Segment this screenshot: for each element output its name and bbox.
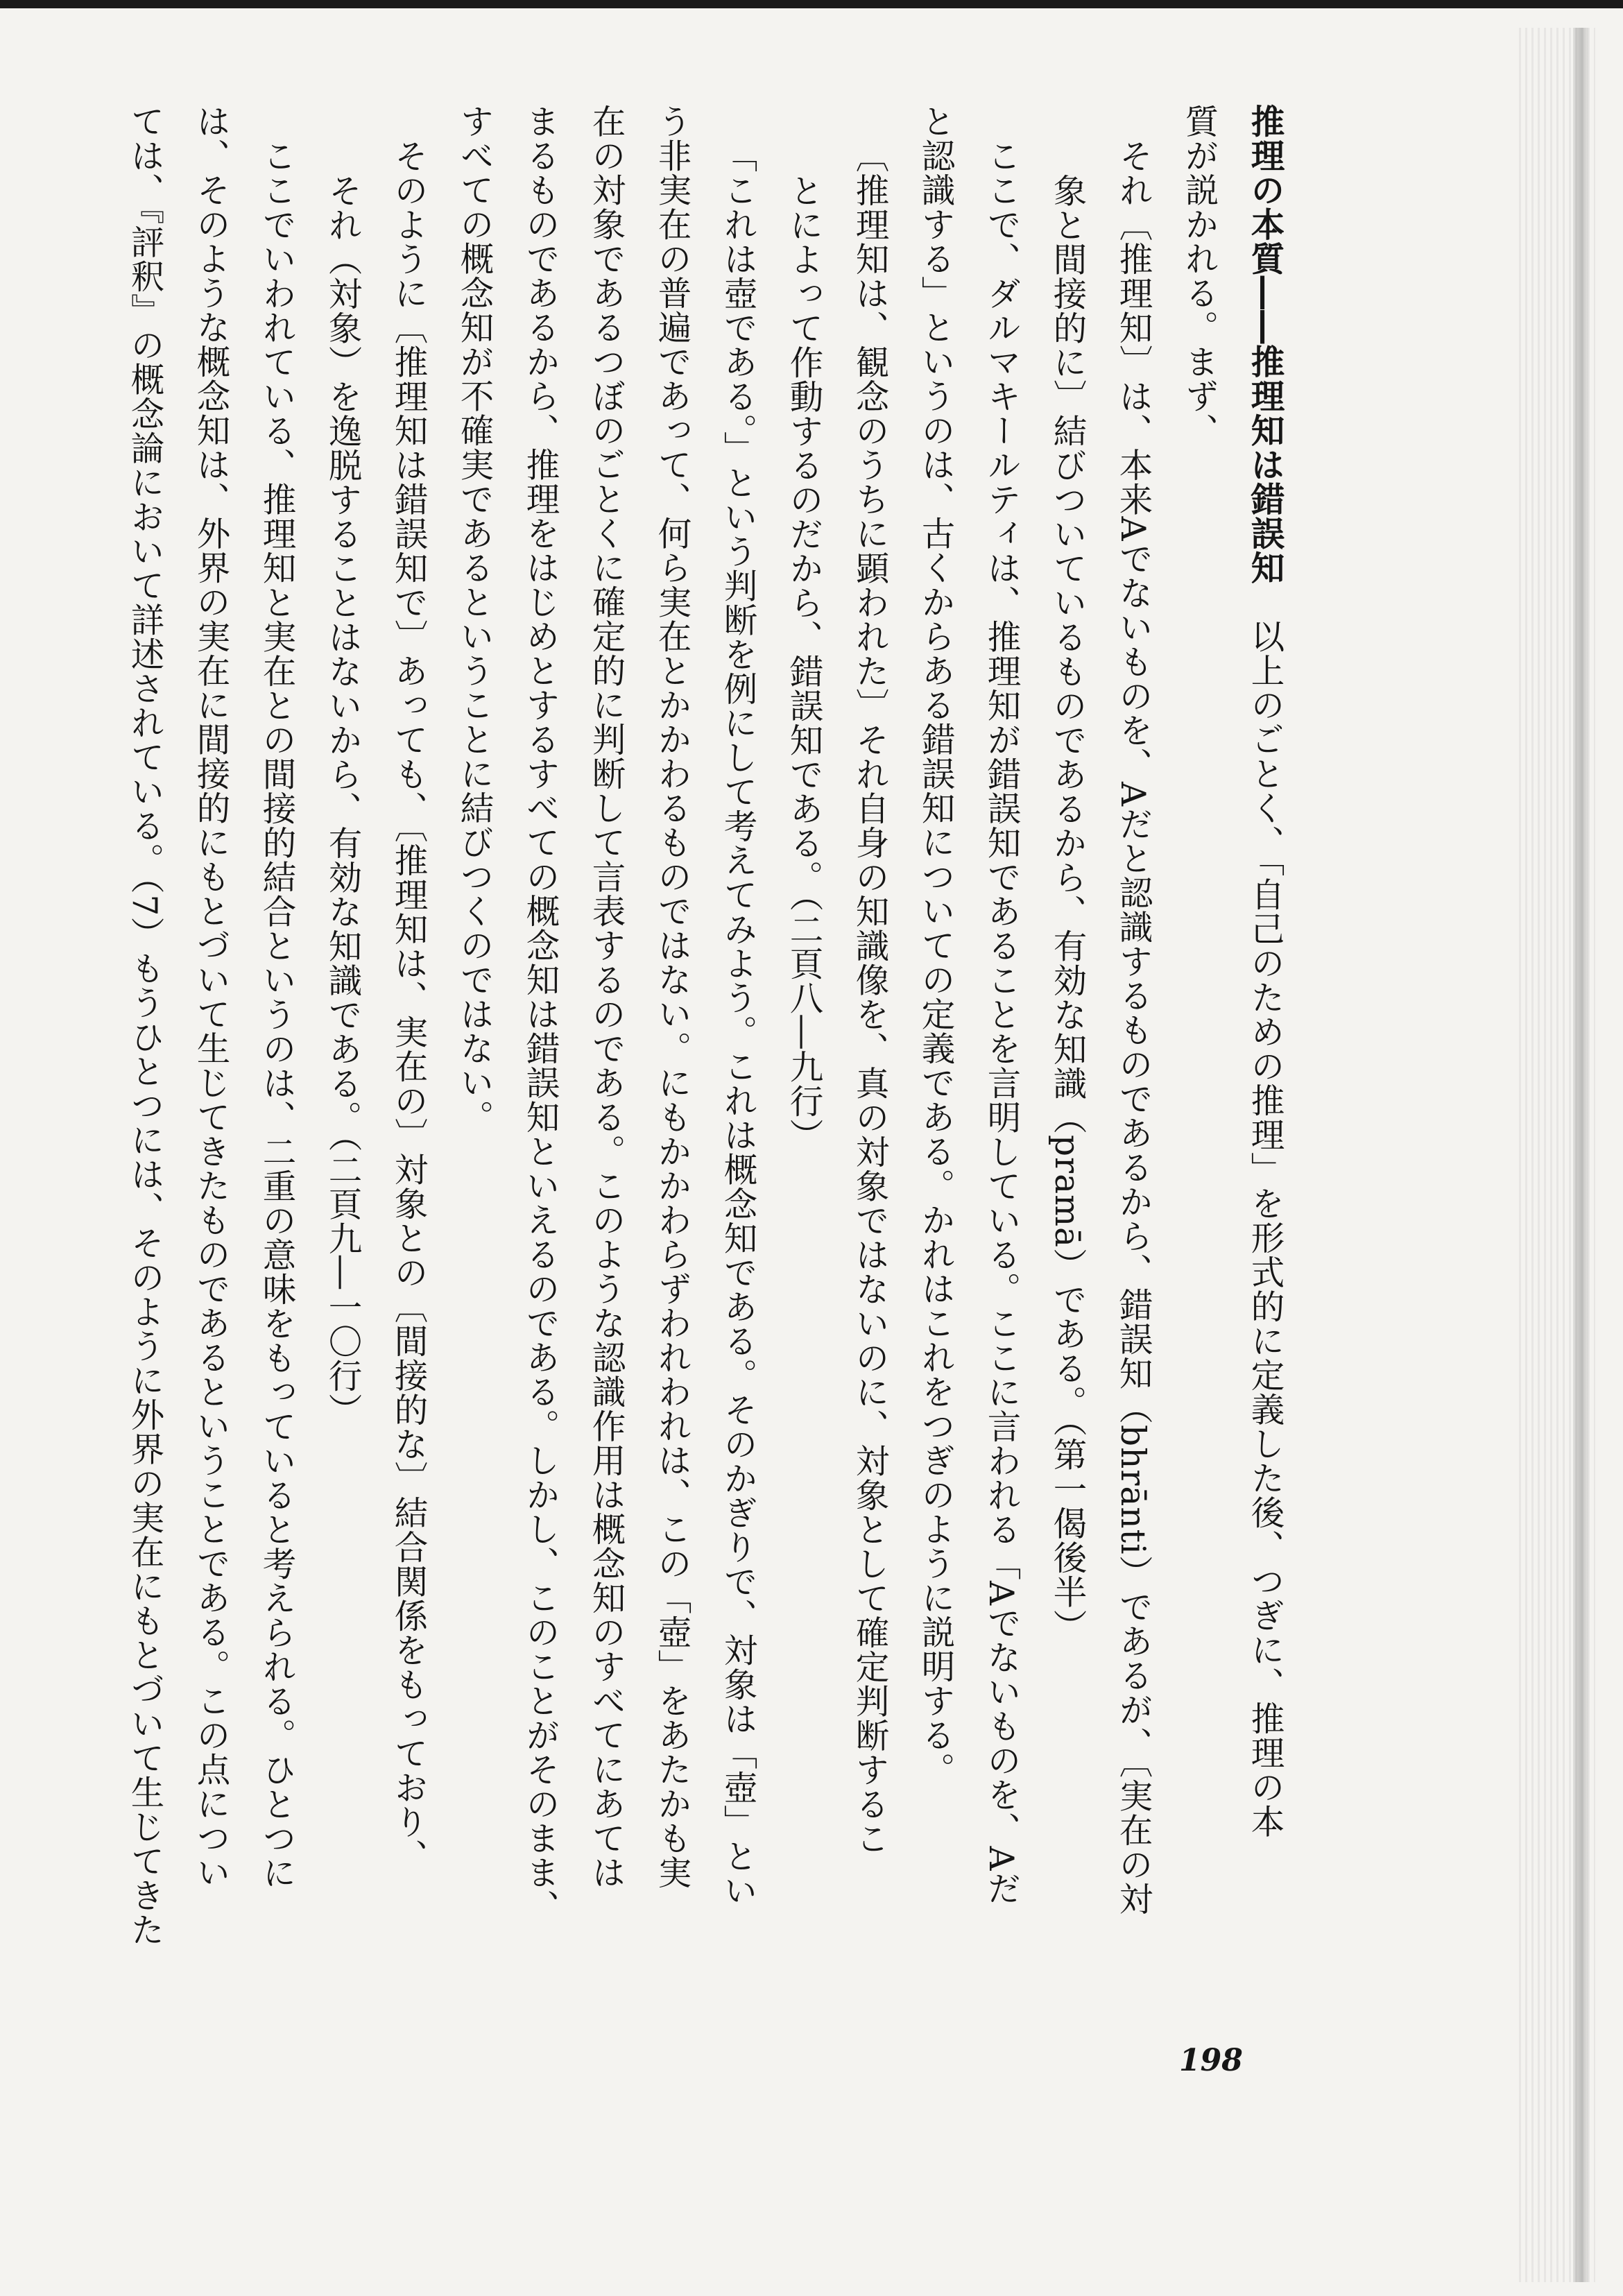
text-line-content: 以上のごとく、「自己のための推理」を形式的に定義した後、つぎに、推理の本 <box>1245 585 1284 1839</box>
text-line: と認識する」というのは、古くからある錯誤知についての定義である。かれはこれをつぎのように説明する。 <box>916 104 954 1787</box>
quoted-verse-line: それ（対象）を逸脱することはないから、有効な知識である。（二頁九―一〇行） <box>323 173 361 1428</box>
quoted-verse-line: 象と間接的に〕結びついているものであるから、有効な知識（pramā）である。（第一偈後半） <box>1047 173 1086 1643</box>
paragraph-start-line: ここで、ダルマキールティは、推理知が錯誤知であることを言明している。ここに言われる「Aでないものを、Aだ <box>981 139 1020 1906</box>
text-line: は、そのような概念知は、外界の実在に間接的にもとづいて生じてきたものであるということである。この点につい <box>191 104 230 1890</box>
page-top-edge <box>0 0 1623 8</box>
page-number: 198 <box>1179 2043 1243 2078</box>
quoted-verse-line: とによって作動するのだから、錯誤知である。（二頁八―九行） <box>784 173 823 1153</box>
text-line: 質が説かれる。まず、 <box>1179 104 1218 447</box>
book-spine-shadow <box>1573 28 1588 2282</box>
quoted-verse-line: そのように〔推理知は錯誤知で〕あっても、〔推理知は、実在の〕対象との〔間接的な〕結合関係をもっており、 <box>388 139 427 1874</box>
quoted-verse-line: 〔推理知は、観念のうちに顕われた〕それ自身の知識像を、真の対象ではないのに、対象として確定判断するこ <box>850 139 888 1856</box>
quoted-verse-line: それ〔推理知〕は、本来Aでないものを、Aだと認識するものであるから、錯誤知（bhrānti）であるが、〔実在の対 <box>1113 139 1152 1916</box>
vertical-text-body <box>111 104 1297 2074</box>
text-line: う非実在の普遍であって、何ら実在とかかわるものではない。にもかかわらずわれわれは、この「壺」をあたかも実 <box>652 104 691 1890</box>
text-line: まるものであるから、推理をはじめとするすべての概念知は錯誤知といえるのである。しかし、このことがそのまま、 <box>520 104 559 1924</box>
section-heading: 推理の本質――推理知は錯誤知 <box>1245 104 1284 585</box>
text-line <box>1231 104 1297 2074</box>
paragraph-start-line: 「これは壺である。」という判断を例にして考えてみよう。これは概念知である。そのかぎりで、対象は「壺」とい <box>718 139 757 1908</box>
paragraph-start-line: ここでいわれている、推理知と実在との間接的結合というのは、二重の意味をもっていると考えられる。ひとつに <box>257 139 295 1890</box>
text-line: 在の対象であるつぼのごとくに確定的に判断して言表するのである。このような認識作用は概念知のすべてにあては <box>586 104 625 1890</box>
text-line: ては、『評釈』の概念論において詳述されている。（7）もうひとつには、そのように外界の実在にもとづいて生じてきた <box>125 104 164 1947</box>
text-line: すべての概念知が不確実であるということに結びつくのではない。 <box>454 104 493 1134</box>
